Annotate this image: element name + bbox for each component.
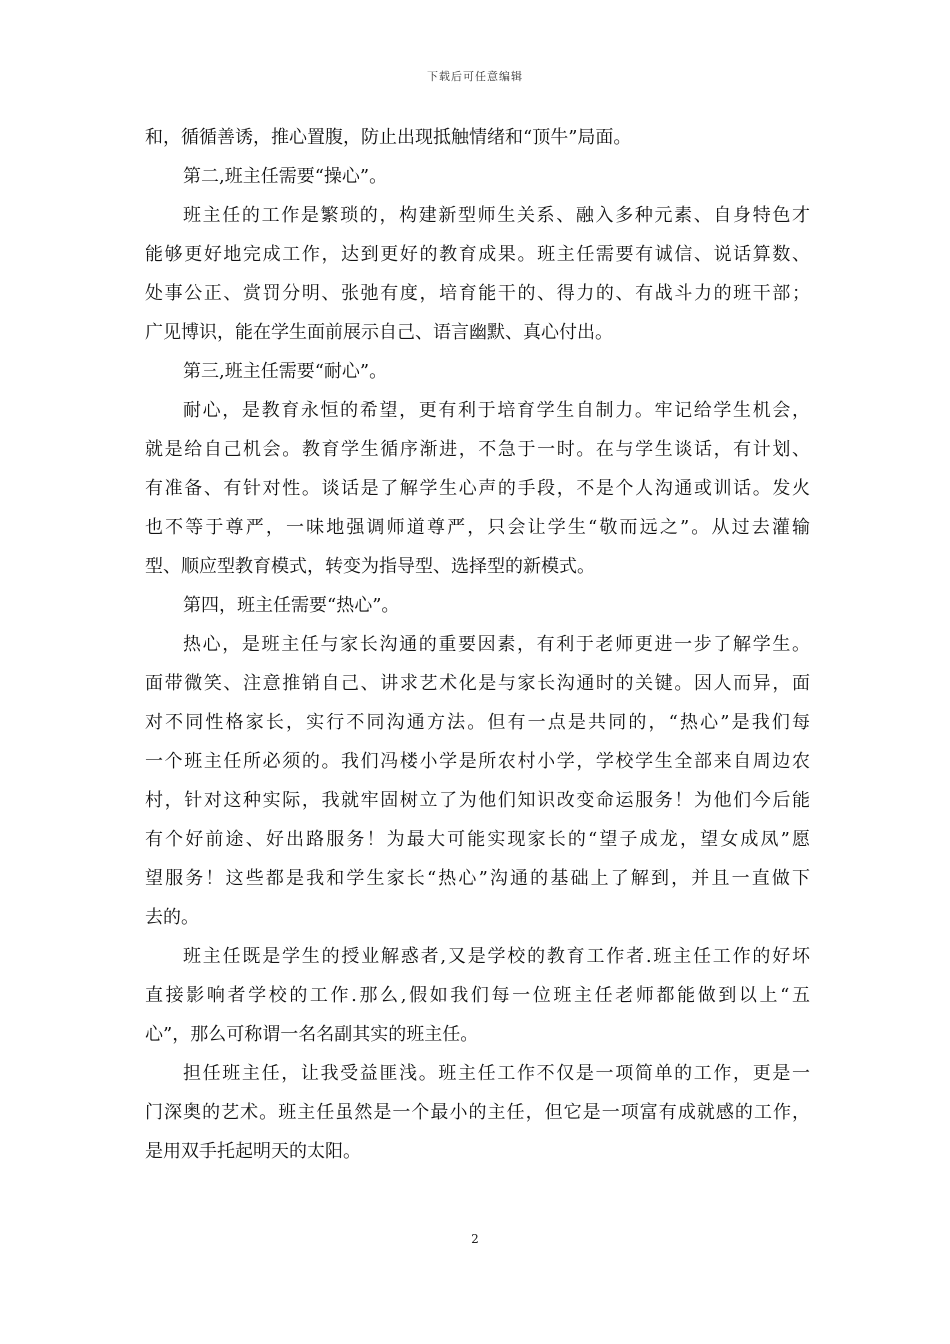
- text-line: 面带微笑、注意推销自己、讲求艺术化是与家长沟通时的关键。因人而异，面: [145, 673, 810, 694]
- text-line: 型、顺应型教育模式，转变为指导型、选择型的新模式。: [145, 556, 595, 577]
- text-line: 门深奥的艺术。班主任虽然是一个最小的主任，但它是一项富有成就感的工作，: [145, 1102, 810, 1123]
- text-line: 有准备、有针对性。谈话是了解学生心声的手段，不是个人沟通或训话。发火: [145, 478, 810, 499]
- page-header: 下载后可任意编辑: [427, 70, 523, 83]
- text-line: 第四，班主任需要“热心”。: [183, 595, 400, 616]
- text-line: 一个班主任所必须的。我们冯楼小学是所农村小学，学校学生全部来自周边农: [145, 751, 810, 772]
- text-line: 去的。: [145, 907, 199, 928]
- document-body: [145, 118, 810, 1171]
- text-line: 能够更好地完成工作，达到更好的教育成果。班主任需要有诚信、说话算数、: [145, 244, 810, 265]
- text-line: 班主任的工作是繁琐的，构建新型师生关系、融入多种元素、自身特色才: [183, 205, 810, 226]
- text-line: 直接影响者学校的工作.那么,假如我们每一位班主任老师都能做到以上“五: [145, 985, 810, 1006]
- text-line: 处事公正、赏罚分明、张弛有度，培育能干的、得力的、有战斗力的班干部；: [145, 283, 810, 304]
- text-line: 对不同性格家长，实行不同沟通方法。但有一点是共同的，“热心”是我们每: [145, 712, 810, 733]
- text-line: 是用双手托起明天的太阳。: [145, 1141, 361, 1162]
- text-line: 班主任既是学生的授业解惑者,又是学校的教育工作者.班主任工作的好坏: [183, 946, 810, 967]
- text-line: 望服务！这些都是我和学生家长“热心”沟通的基础上了解到，并且一直做下: [145, 868, 810, 889]
- text-line: 就是给自己机会。教育学生循序渐进，不急于一时。在与学生谈话，有计划、: [145, 439, 810, 460]
- text-line: 有个好前途、好出路服务！为最大可能实现家长的“望子成龙，望女成凤”愿: [145, 829, 810, 850]
- text-line: 第二,班主任需要“操心”。: [183, 166, 388, 187]
- text-line: 广见博识，能在学生面前展示自己、语言幽默、真心付出。: [145, 322, 613, 343]
- text-line: 心”，那么可称谓一名名副其实的班主任。: [145, 1024, 479, 1045]
- text-line: 耐心，是教育永恒的希望，更有利于培育学生自制力。牢记给学生机会，: [183, 400, 810, 421]
- page-number: 2: [471, 1232, 479, 1246]
- text-line: 村，针对这种实际，我就牢固树立了为他们知识改变命运服务！为他们今后能: [145, 790, 810, 811]
- text-line: 和，循循善诱，推心置腹，防止出现抵触情绪和“顶牛”局面。: [145, 127, 632, 148]
- text-line: 也不等于尊严，一味地强调师道尊严，只会让学生“敬而远之”。从过去灌输: [145, 517, 810, 538]
- text-line: 第三,班主任需要“耐心”。: [183, 361, 388, 382]
- text-line: 热心，是班主任与家长沟通的重要因素，有利于老师更进一步了解学生。: [183, 634, 810, 655]
- text-line: 担任班主任，让我受益匪浅。班主任工作不仅是一项简单的工作，更是一: [183, 1063, 810, 1084]
